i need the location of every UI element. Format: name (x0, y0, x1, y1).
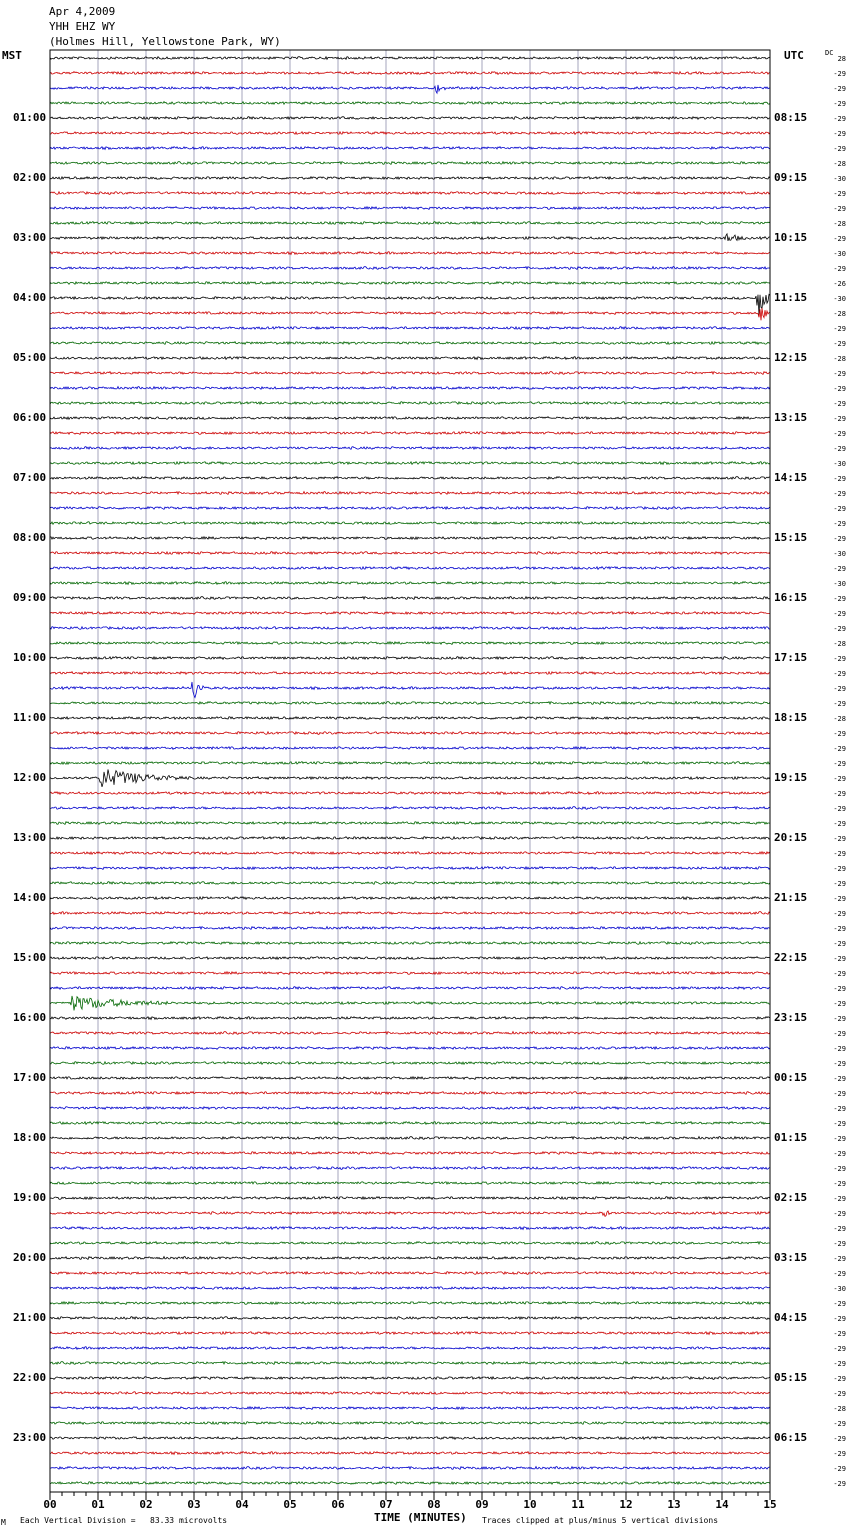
right-hour-label: 19:15 (774, 771, 808, 784)
dc-offset-value: -29 (833, 700, 846, 708)
dc-offset-value: -29 (833, 895, 846, 903)
dc-offset-value: -30 (833, 460, 846, 468)
right-hour-label: 16:15 (774, 591, 808, 604)
trace-49 (50, 792, 770, 795)
trace-60 (50, 957, 770, 960)
dc-offset-value: -29 (833, 1030, 846, 1038)
dc-offset-value: -29 (833, 325, 846, 333)
left-hour-label: 04:00 (13, 291, 47, 304)
dc-offset-value: -29 (833, 625, 846, 633)
right-hour-label: 22:15 (774, 951, 808, 964)
trace-92 (50, 1437, 770, 1440)
dc-offset-value: -30 (833, 295, 846, 303)
trace-25 (50, 432, 770, 435)
trace-31 (50, 522, 770, 525)
right-hour-label: 20:15 (774, 831, 808, 844)
dc-offset-value: -29 (833, 685, 846, 693)
left-hour-label: 05:00 (13, 351, 47, 364)
trace-9 (50, 192, 770, 195)
trace-52 (50, 837, 770, 840)
trace-67 (50, 1062, 770, 1065)
trace-30 (50, 507, 770, 510)
trace-20 (50, 357, 770, 360)
dc-offset-value: -29 (833, 1270, 846, 1278)
trace-36 (50, 597, 770, 600)
station-location: (Holmes Hill, Yellowstone Park, WY) (49, 35, 281, 48)
dc-offset-value: -29 (833, 1090, 846, 1098)
dc-offset-value: -29 (833, 1300, 846, 1308)
dc-offset-value: -29 (833, 730, 846, 738)
left-hour-label: 08:00 (13, 531, 47, 544)
x-tick-label: 06 (331, 1498, 345, 1511)
dc-offset-value: -29 (833, 1420, 846, 1428)
trace-19 (50, 342, 770, 345)
right-timezone-label: UTC (784, 49, 804, 62)
trace-33 (50, 552, 770, 555)
dc-offset-value: -29 (833, 1120, 846, 1128)
left-hour-label: 03:00 (13, 231, 47, 244)
plot-frame (50, 50, 770, 1492)
dc-offset-value: -29 (833, 1210, 846, 1218)
left-hour-label: 21:00 (13, 1311, 47, 1324)
trace-94 (50, 1467, 770, 1470)
dc-offset-value: -29 (833, 1225, 846, 1233)
dc-offset-value: -29 (833, 955, 846, 963)
right-hour-label: 12:15 (774, 351, 808, 364)
trace-69 (50, 1092, 770, 1095)
dc-offset-value: -29 (833, 445, 846, 453)
dc-offset-value: -29 (833, 265, 846, 273)
dc-offset-value: -29 (833, 790, 846, 798)
trace-65 (50, 1032, 770, 1035)
trace-70 (50, 1107, 770, 1110)
x-axis (43, 1492, 776, 1511)
left-hour-label: 18:00 (13, 1131, 47, 1144)
left-hour-label: 15:00 (13, 951, 47, 964)
trace-21 (50, 372, 770, 375)
dc-offset-value: -29 (833, 760, 846, 768)
trace-59 (50, 942, 770, 945)
dc-offset-value: -28 (833, 220, 846, 228)
trace-66 (50, 1047, 770, 1050)
dc-offset-value: -29 (833, 835, 846, 843)
dc-offset-value: -29 (833, 190, 846, 198)
trace-5 (50, 132, 770, 135)
dc-offset-value: -28 (833, 160, 846, 168)
dc-offset-value: -29 (833, 1255, 846, 1263)
right-hour-label: 01:15 (774, 1131, 808, 1144)
trace-45 (50, 732, 770, 735)
trace-27 (50, 462, 770, 465)
dc-offset-value: -29 (833, 1450, 846, 1458)
trace-43 (50, 702, 770, 705)
trace-47 (50, 762, 770, 765)
trace-29 (50, 492, 770, 495)
right-hour-label: 05:15 (774, 1371, 808, 1384)
trace-61 (50, 972, 770, 975)
dc-offset-value: -29 (833, 1480, 846, 1488)
trace-11 (50, 222, 770, 225)
dc-offset-value: -29 (833, 1435, 846, 1443)
dc-offset-value: -29 (833, 610, 846, 618)
trace-75 (50, 1182, 770, 1185)
trace-3 (50, 102, 770, 105)
dc-offset-value: -29 (833, 385, 846, 393)
trace-63 (50, 996, 770, 1011)
x-axis-title: TIME (MINUTES) (374, 1511, 467, 1524)
x-tick-label: 09 (475, 1498, 489, 1511)
trace-40 (50, 657, 770, 660)
station-code: YHH EHZ WY (49, 20, 116, 33)
dc-offset-value: -29 (833, 595, 846, 603)
dc-offset-value: -29 (833, 130, 846, 138)
dc-offset-value: -29 (833, 940, 846, 948)
x-tick-label: 00 (43, 1498, 57, 1511)
dc-offset-value: -29 (833, 805, 846, 813)
dc-offset-value: -29 (833, 1330, 846, 1338)
right-hour-label: 14:15 (774, 471, 808, 484)
trace-62 (50, 987, 770, 990)
right-hour-label: 02:15 (774, 1191, 808, 1204)
left-hour-label: 01:00 (13, 111, 47, 124)
left-hour-label: 07:00 (13, 471, 47, 484)
trace-44 (50, 717, 770, 720)
x-tick-label: 11 (571, 1498, 585, 1511)
right-hour-label: 18:15 (774, 711, 808, 724)
dc-offset-value: -29 (833, 490, 846, 498)
trace-1 (50, 72, 770, 75)
trace-89 (50, 1392, 770, 1395)
left-hour-label: 13:00 (13, 831, 47, 844)
dc-offset-value: -29 (833, 1105, 846, 1113)
dc-offset-value: -29 (833, 565, 846, 573)
dc-offset-value: -29 (833, 670, 846, 678)
trace-77 (50, 1211, 770, 1217)
dc-offset-value: -29 (833, 865, 846, 873)
trace-15 (50, 282, 770, 285)
dc-offset-value: -29 (833, 415, 846, 423)
trace-73 (50, 1152, 770, 1155)
dc-offset-value: -30 (833, 550, 846, 558)
trace-4 (50, 117, 770, 120)
scale-note: Each Vertical Division = 83.33 microvolts (20, 1516, 228, 1525)
chart-date: Apr 4,2009 (49, 5, 116, 18)
dc-offset-value: -29 (833, 820, 846, 828)
dc-offset-value: -28 (833, 715, 846, 723)
right-hour-label: 00:15 (774, 1071, 808, 1084)
dc-offset-value: -29 (833, 1465, 846, 1473)
dc-offset-value: -29 (833, 1015, 846, 1023)
trace-26 (50, 447, 770, 450)
trace-79 (50, 1242, 770, 1245)
x-tick-label: 08 (427, 1498, 441, 1511)
dc-offset-value: -29 (833, 925, 846, 933)
trace-80 (50, 1257, 770, 1260)
left-hour-label: 06:00 (13, 411, 47, 424)
right-hour-label: 10:15 (774, 231, 808, 244)
dc-label: DC (825, 49, 834, 57)
trace-95 (50, 1482, 770, 1485)
trace-84 (50, 1317, 770, 1320)
x-tick-label: 14 (715, 1498, 729, 1511)
dc-offset-value: -29 (833, 1045, 846, 1053)
right-hour-label: 13:15 (774, 411, 808, 424)
dc-offset-value: -29 (833, 1390, 846, 1398)
dc-offset-value: -28 (833, 1405, 846, 1413)
dc-offset-value: -29 (833, 1375, 846, 1383)
right-hour-label: 04:15 (774, 1311, 808, 1324)
dc-offset-value: -29 (833, 1360, 846, 1368)
right-hour-label: 23:15 (774, 1011, 808, 1024)
dc-offset-value: -26 (833, 280, 846, 288)
dc-offset-value: -28 (833, 640, 846, 648)
dc-offset-value: -29 (833, 100, 846, 108)
x-tick-label: 12 (619, 1498, 633, 1511)
right-hour-label: 17:15 (774, 651, 808, 664)
left-hour-label: 20:00 (13, 1251, 47, 1264)
trace-18 (50, 327, 770, 330)
dc-offset-value: -29 (833, 70, 846, 78)
x-tick-label: 01 (91, 1498, 105, 1511)
trace-12 (50, 234, 770, 241)
dc-offset-value: -30 (833, 250, 846, 258)
x-tick-label: 10 (523, 1498, 537, 1511)
dc-offset-value: -29 (833, 520, 846, 528)
dc-offset-value: -29 (833, 85, 846, 93)
dc-offset-value: -29 (833, 235, 846, 243)
dc-offset-value: -29 (833, 745, 846, 753)
right-hour-label: 06:15 (774, 1431, 808, 1444)
dc-offset-value: -29 (833, 1000, 846, 1008)
trace-2 (50, 85, 770, 93)
trace-88 (50, 1377, 770, 1380)
trace-23 (50, 402, 770, 405)
trace-87 (50, 1362, 770, 1365)
trace-7 (50, 162, 770, 165)
dc-offset-value: -29 (833, 115, 846, 123)
clip-note: Traces clipped at plus/minus 5 vertical divisions (482, 1516, 719, 1525)
trace-42 (50, 682, 770, 698)
seismic-traces (50, 57, 770, 1485)
trace-8 (50, 177, 770, 180)
trace-39 (50, 642, 770, 645)
trace-58 (50, 927, 770, 930)
dc-offset-value: -29 (833, 1060, 846, 1068)
left-timezone-label: MST (2, 49, 22, 62)
trace-71 (50, 1122, 770, 1125)
left-hour-label: 10:00 (13, 651, 47, 664)
left-hour-label: 23:00 (13, 1431, 47, 1444)
x-tick-label: 15 (763, 1498, 777, 1511)
trace-0 (50, 57, 770, 60)
trace-90 (50, 1407, 770, 1410)
dc-offset-value: -29 (833, 535, 846, 543)
trace-82 (50, 1287, 770, 1290)
dc-offset-value: -30 (833, 580, 846, 588)
trace-64 (50, 1017, 770, 1020)
left-hour-label: 17:00 (13, 1071, 47, 1084)
trace-46 (50, 747, 770, 750)
x-tick-label: 07 (379, 1498, 393, 1511)
corner-mark: M (1, 1518, 6, 1527)
left-hour-label: 22:00 (13, 1371, 47, 1384)
left-hour-label: 19:00 (13, 1191, 47, 1204)
trace-48 (50, 769, 770, 787)
dc-offset-value: -29 (833, 655, 846, 663)
dc-offset-value: -29 (833, 340, 846, 348)
dc-offset-value: -30 (833, 1285, 846, 1293)
dc-offset-value: -29 (833, 1165, 846, 1173)
trace-6 (50, 147, 770, 150)
x-tick-label: 04 (235, 1498, 249, 1511)
dc-offset-value: -29 (833, 1315, 846, 1323)
dc-offset-value: -29 (833, 1150, 846, 1158)
minute-gridlines (98, 50, 722, 1492)
trace-38 (50, 627, 770, 630)
right-hour-label: 03:15 (774, 1251, 808, 1264)
trace-34 (50, 567, 770, 570)
left-hour-label: 02:00 (13, 171, 47, 184)
trace-83 (50, 1302, 770, 1305)
trace-55 (50, 882, 770, 885)
x-tick-label: 13 (667, 1498, 681, 1511)
left-hour-label: 11:00 (13, 711, 47, 724)
x-tick-label: 03 (187, 1498, 201, 1511)
dc-offset-value: -29 (833, 985, 846, 993)
trace-57 (50, 912, 770, 915)
dc-offset-value: -29 (833, 775, 846, 783)
right-hour-label: 21:15 (774, 891, 808, 904)
trace-56 (50, 897, 770, 900)
trace-68 (50, 1077, 770, 1080)
trace-28 (50, 477, 770, 480)
dc-offset-value: -29 (833, 145, 846, 153)
trace-85 (50, 1332, 770, 1335)
trace-93 (50, 1452, 770, 1455)
dc-offset-value: -29 (833, 430, 846, 438)
left-hour-label: 14:00 (13, 891, 47, 904)
trace-41 (50, 672, 770, 675)
dc-offset-value: -29 (833, 205, 846, 213)
trace-32 (50, 537, 770, 540)
trace-76 (50, 1197, 770, 1200)
left-hour-label: 09:00 (13, 591, 47, 604)
x-tick-label: 02 (139, 1498, 153, 1511)
trace-53 (50, 852, 770, 855)
trace-50 (50, 807, 770, 810)
trace-10 (50, 207, 770, 210)
dc-offset-value: -29 (833, 910, 846, 918)
dc-offset-value: -30 (833, 175, 846, 183)
dc-offset-value: -29 (833, 880, 846, 888)
trace-86 (50, 1347, 770, 1350)
dc-offset-value: -29 (833, 970, 846, 978)
trace-13 (50, 252, 770, 255)
trace-72 (50, 1137, 770, 1140)
trace-17 (50, 308, 770, 320)
right-hour-label: 11:15 (774, 291, 808, 304)
dc-offset-value: -29 (833, 1345, 846, 1353)
dc-offset-value: -29 (833, 1180, 846, 1188)
dc-offset-column (833, 55, 846, 1488)
trace-91 (50, 1422, 770, 1425)
trace-22 (50, 387, 770, 390)
dc-offset-value: -29 (833, 1075, 846, 1083)
trace-81 (50, 1272, 770, 1275)
right-hour-label: 08:15 (774, 111, 808, 124)
right-hour-label: 15:15 (774, 531, 808, 544)
dc-offset-value: 28 (837, 55, 846, 63)
left-hour-label: 16:00 (13, 1011, 47, 1024)
trace-37 (50, 612, 770, 615)
trace-51 (50, 822, 770, 825)
dc-offset-value: -29 (833, 370, 846, 378)
dc-offset-value: -28 (833, 310, 846, 318)
trace-78 (50, 1227, 770, 1230)
trace-74 (50, 1167, 770, 1170)
dc-offset-value: -29 (833, 505, 846, 513)
trace-14 (50, 267, 770, 270)
dc-offset-value: -29 (833, 1135, 846, 1143)
trace-24 (50, 417, 770, 420)
dc-offset-value: -29 (833, 475, 846, 483)
dc-offset-value: -29 (833, 1195, 846, 1203)
right-hour-label: 09:15 (774, 171, 808, 184)
dc-offset-value: -28 (833, 355, 846, 363)
trace-35 (50, 582, 770, 585)
left-hour-label: 12:00 (13, 771, 47, 784)
trace-54 (50, 867, 770, 870)
dc-offset-value: -29 (833, 400, 846, 408)
x-tick-label: 05 (283, 1498, 297, 1511)
dc-offset-value: -29 (833, 1240, 846, 1248)
dc-offset-value: -29 (833, 850, 846, 858)
